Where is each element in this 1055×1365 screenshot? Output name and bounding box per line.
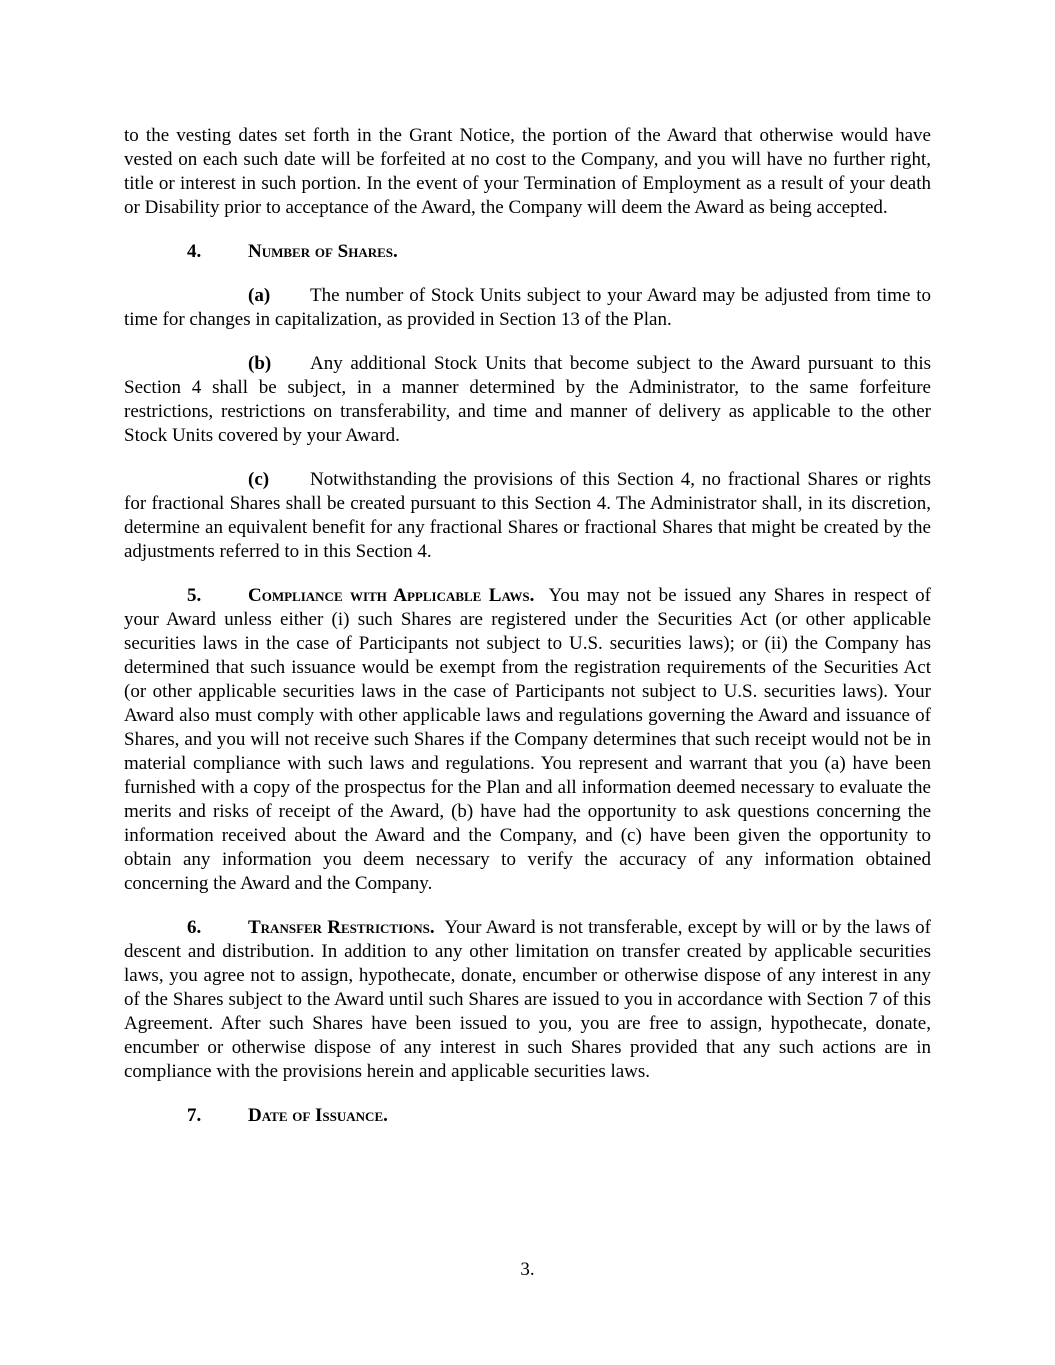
subsection-text: Notwithstanding the provisions of this Section 4, no fractional Shares or rights for fractional Shares shall be created pursuant to this Section 4. The Administrator shall, in its discretion, determine an equivalent benefit for any fractional Shares or fractional Shares that might be created by the adjustments referred to in this Section 4.	[124, 469, 931, 562]
page-number: 3.	[520, 1259, 535, 1280]
section-7-heading	[124, 1104, 931, 1128]
section-4-heading	[124, 240, 931, 264]
section-body: Your Award is not transferable, except by will or by the laws of descent and distribution. In addition to any other limitation on transfer created by applicable securities laws, you agree not to assign, hypothecate, donate, encumber or otherwise dispose of any interest in any of the Shares subject to the Award until such Shares are issued to you in accordance with Section 7 of this Agreement. After such Shares have been issued to you, you are free to assign, hypothecate, donate, encumber or otherwise dispose of any interest in such Shares provided that any such actions are in compliance with the provisions herein and applicable securities laws.	[124, 917, 931, 1082]
section-title: Date of Issuance.	[248, 1105, 388, 1126]
section-4b-paragraph	[124, 352, 931, 448]
section-title: Compliance with Applicable Laws.	[248, 585, 535, 606]
section-number: 4.	[187, 241, 202, 262]
section-4a-paragraph	[124, 284, 931, 332]
subsection-text: The number of Stock Units subject to your Award may be adjusted from time to time for changes in capitalization, as provided in Section 13 of the Plan.	[124, 285, 931, 330]
section-title: Number of Shares.	[248, 241, 398, 262]
intro-paragraph: to the vesting dates set forth in the Grant Notice, the portion of the Award that otherwise would have vested on each such date will be forfeited at no cost to the Company, and you will have no further right, title or interest in such portion. In the event of your Termination of Employment as a result of your death or Disability prior to acceptance of the Award, the Company will deem the Award as being accepted.	[124, 125, 931, 218]
section-6-paragraph	[124, 916, 931, 1084]
section-number: 5.	[187, 585, 202, 606]
section-5-paragraph	[124, 584, 931, 896]
subsection-label: (a)	[248, 285, 271, 306]
subsection-label: (c)	[248, 469, 270, 490]
section-number: 6.	[187, 917, 202, 938]
document-page	[124, 124, 931, 1128]
section-4c-paragraph	[124, 468, 931, 564]
section-body: You may not be issued any Shares in respect of your Award unless either (i) such Shares are registered under the Securities Act (or other applicable securities laws in the case of Participants not subject to U.S. securities laws); or (ii) the Company has determined that such issuance would be exempt from the registration requirements of the Securities Act (or other applicable securities laws in the case of Participants not subject to U.S. securities laws). Your Award also must comply with other applicable laws and regulations governing the Award and issuance of Shares, and you will not receive such Shares if the Company determines that such receipt would not be in material compliance with such laws and regulations. You represent and warrant that you (a) have been furnished with a copy of the prospectus for the Plan and all information deemed necessary to evaluate the merits and risks of receipt of the Award, (b) have had the opportunity to ask questions concerning the information received about the Award and the Company, and (c) have been given the opportunity to obtain any information you deem necessary to verify the accuracy of any information obtained concerning the Award and the Company.	[124, 585, 931, 894]
subsection-text: Any additional Stock Units that become subject to the Award pursuant to this Section 4 shall be subject, in a manner determined by the Administrator, to the same forfeiture restrictions, restrictions on transferability, and time and manner of delivery as applicable to the other Stock Units covered by your Award.	[124, 353, 931, 446]
subsection-label: (b)	[248, 353, 272, 374]
section-number: 7.	[187, 1105, 202, 1126]
section-title: Transfer Restrictions.	[248, 917, 435, 938]
